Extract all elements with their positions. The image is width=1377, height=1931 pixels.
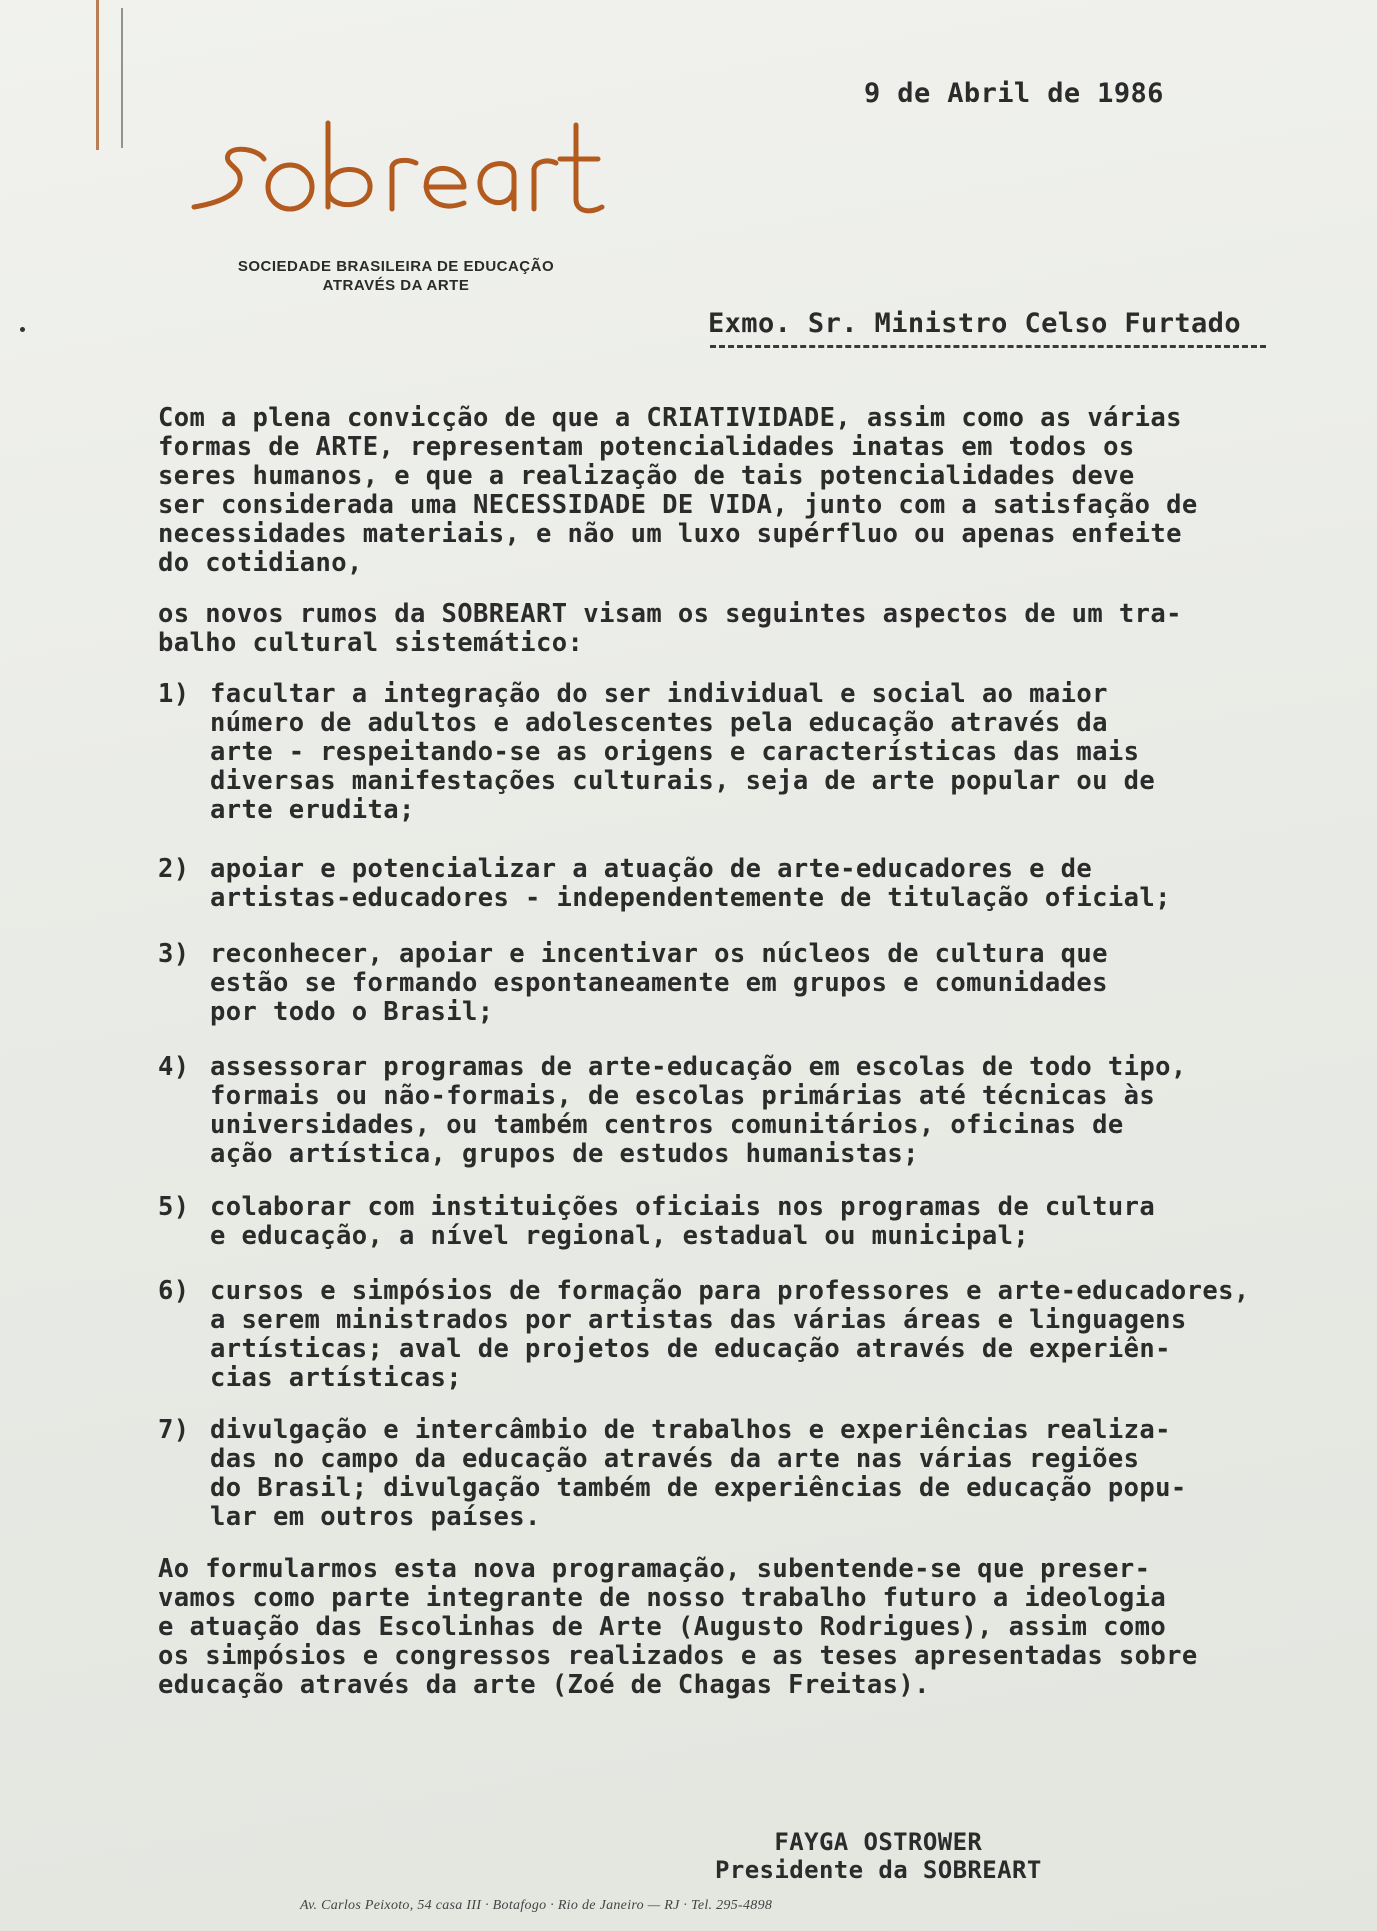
list-number: 5): [158, 1192, 190, 1222]
org-line-1: SOCIEDADE BRASILEIRA DE EDUCAÇÃO: [237, 258, 555, 275]
list-item-text: apoiar e potencializar a atuação de arte-educadores e de artistas-educadores - independentemente de titulação oficial;: [210, 854, 1171, 913]
fold-mark: [96, 0, 99, 150]
organization-name: [200, 258, 592, 296]
list-item-text: colaborar com instituições oficiais nos programas de cultura e educação, a nível regional, estadual ou municipal;: [210, 1192, 1156, 1251]
list-item-text: divulgação e intercâmbio de trabalhos e experiências realiza- das no campo da educação através da arte nas várias regiões do Brasil; divulgação também de experiências de educação popu- lar em outros países.: [210, 1415, 1187, 1532]
list-item-1: [158, 680, 1308, 825]
list-item-7: [158, 1416, 1308, 1532]
org-line-2: ATRAVÉS DA ARTE: [322, 276, 470, 294]
recipient-line: Exmo. Sr. Ministro Celso Furtado: [708, 308, 1241, 339]
list-number: 1): [158, 679, 190, 709]
recipient-underline: [710, 345, 1266, 348]
list-number: 4): [158, 1052, 190, 1082]
list-item-3: [158, 940, 1308, 1027]
list-item-4: [158, 1053, 1308, 1169]
list-number: 7): [158, 1415, 190, 1445]
list-item-text: facultar a integração do ser individual e social ao maior número de adultos e adolescentes pela educação através da arte - respeitando-se as origens e características das mais diversas manifestações culturais, seja de arte popular ou de arte erudita;: [210, 679, 1156, 825]
list-item-5: [158, 1193, 1308, 1251]
fold-mark-secondary: [121, 8, 123, 148]
list-number: 6): [158, 1276, 190, 1306]
letterhead-address: Av. Carlos Peixoto, 54 casa III · Botafogo · Rio de Janeiro — RJ · Tel. 295-4898: [300, 1898, 773, 1913]
lead-paragraph: os novos rumos da SOBREART visam os seguintes aspectos de um tra- balho cultural sistemático:: [158, 599, 1182, 658]
signature-block: [715, 1828, 1042, 1884]
list-item-2: [158, 855, 1308, 913]
intro-paragraph: Com a plena convicção de que a CRIATIVIDADE, assim como as várias formas de ARTE, representam potencialidades inatas em todos os seres humanos, e que a realização de tais potencialidades deve ser considerada uma NECESSIDADE DE VIDA, junto com a satisfação de necessidades materiais, e não um luxo supérfluo ou apenas enfeite do cotidiano,: [158, 403, 1198, 578]
letter-body: [158, 404, 1288, 688]
list-item-text: assessorar programas de arte-educação em escolas de todo tipo, formais ou não-formais, de escolas primárias até técnicas às universidades, ou também centros comunitários, oficinas de ação artística, grupos de estudos humanistas;: [210, 1052, 1187, 1169]
closing-paragraph: Ao formularmos esta nova programação, subentende-se que preser- vamos como parte integrante de nosso trabalho futuro a ideologia e atuação das Escolinhas de Arte (Augusto Rodrigues), assim como os simpósios e congressos realizados e as teses apresentadas sobre educação através da arte (Zoé de Chagas Freitas).: [158, 1554, 1198, 1700]
signer-title: Presidente da SOBREART: [715, 1856, 1042, 1884]
sobreart-logo: [188, 115, 608, 225]
signer-name: FAYGA OSTROWER: [774, 1828, 983, 1856]
list-number: 2): [158, 854, 190, 884]
paper-speck: [20, 327, 25, 332]
list-item-6: [158, 1277, 1308, 1393]
list-number: 3): [158, 939, 190, 969]
letter-date: 9 de Abril de 1986: [864, 78, 1164, 109]
list-item-text: cursos e simpósios de formação para professores e arte-educadores, a serem ministrados por artistas das várias áreas e linguagens artísticas; aval de projetos de educação através de experiên- cias artísticas;: [210, 1276, 1250, 1393]
list-item-text: reconhecer, apoiar e incentivar os núcleos de cultura que estão se formando espontaneamente em grupos e comunidades por todo o Brasil;: [210, 939, 1108, 1027]
